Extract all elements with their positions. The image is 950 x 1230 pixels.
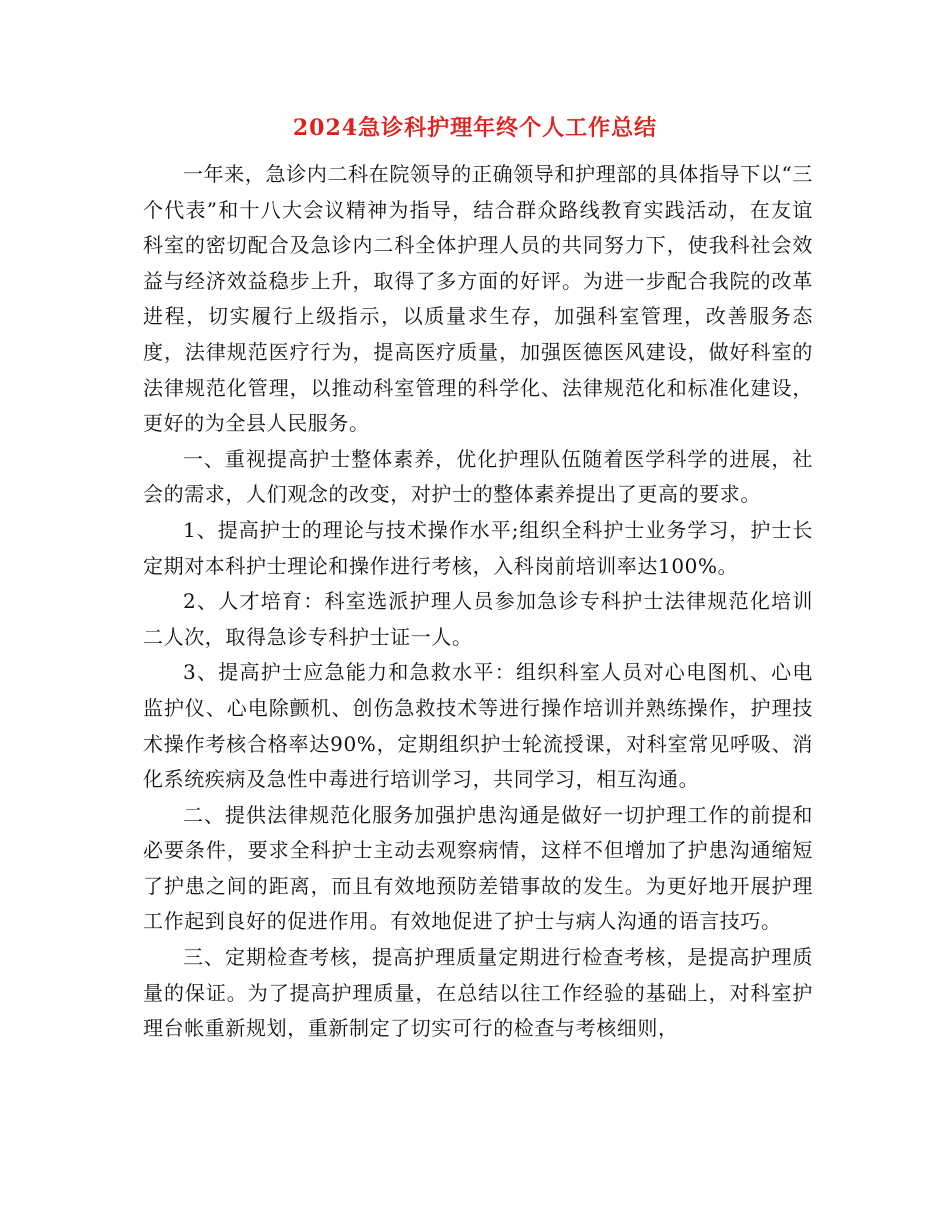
- paragraph-item-2: 2、人才培育：科室选派护理人员参加急诊专科护士法律规范化培训二人次，取得急诊专科护士证一人。: [143, 589, 813, 649]
- paragraph-intro: 一年来，急诊内二科在院领导的正确领导和护理部的具体指导下以“三个代表”和十八大会议精神为指导，结合群众路线教育实践活动，在友谊科室的密切配合及急诊内二科全体护理人员的共同努力下，使我科社会效益与经济效益稳步上升，取得了多方面的好评。为进一步配合我院的改革进程，切实履行上级指示，以质量求生存，加强科室管理，改善服务态度，法律规范医疗行为，提高医疗质量，加强医德医风建设，做好科室的法律规范化管理，以推动科室管理的科学化、法律规范化和标准化建设，更好的为全县人民服务。: [143, 162, 813, 436]
- document-body: [143, 157, 813, 1047]
- paragraph-section-2: 二、提供法律规范化服务加强护患沟通是做好一切护理工作的前提和必要条件，要求全科护士主动去观察病情，这样不但增加了护患沟通缩短了护患之间的距离，而且有效地预防差错事故的发生。为更好地开展护理工作起到良好的促进作用。有效地促进了护士与病人沟通的语言技巧。: [143, 802, 813, 934]
- paragraph-item-3: 3、提高护士应急能力和急救水平：组织科室人员对心电图机、心电监护仪、心电除颤机、创伤急救技术等进行操作培训并熟练操作，护理技术操作考核合格率达90%，定期组织护士轮流授课，对科室常见呼吸、消化系统疾病及急性中毒进行培训学习，共同学习，相互沟通。: [143, 660, 813, 792]
- paragraph-item-1: 1、提高护士的理论与技术操作水平;组织全科护士业务学习，护士长定期对本科护士理论和操作进行考核，入科岗前培训率达100%。: [143, 517, 813, 578]
- paragraph-section-3: 三、定期检查考核，提高护理质量定期进行检查考核，是提高护理质量的保证。为了提高护理质量，在总结以往工作经验的基础上，对科室护理台帐重新规划，重新制定了切实可行的检查与考核细则，: [143, 945, 813, 1041]
- document-title: 2024急诊科护理年终个人工作总结: [292, 115, 658, 141]
- paragraph-section-1: 一、重视提高护士整体素养，优化护理队伍随着医学科学的进展，社会的需求，人们观念的改变，对护士的整体素养提出了更高的要求。: [143, 446, 813, 507]
